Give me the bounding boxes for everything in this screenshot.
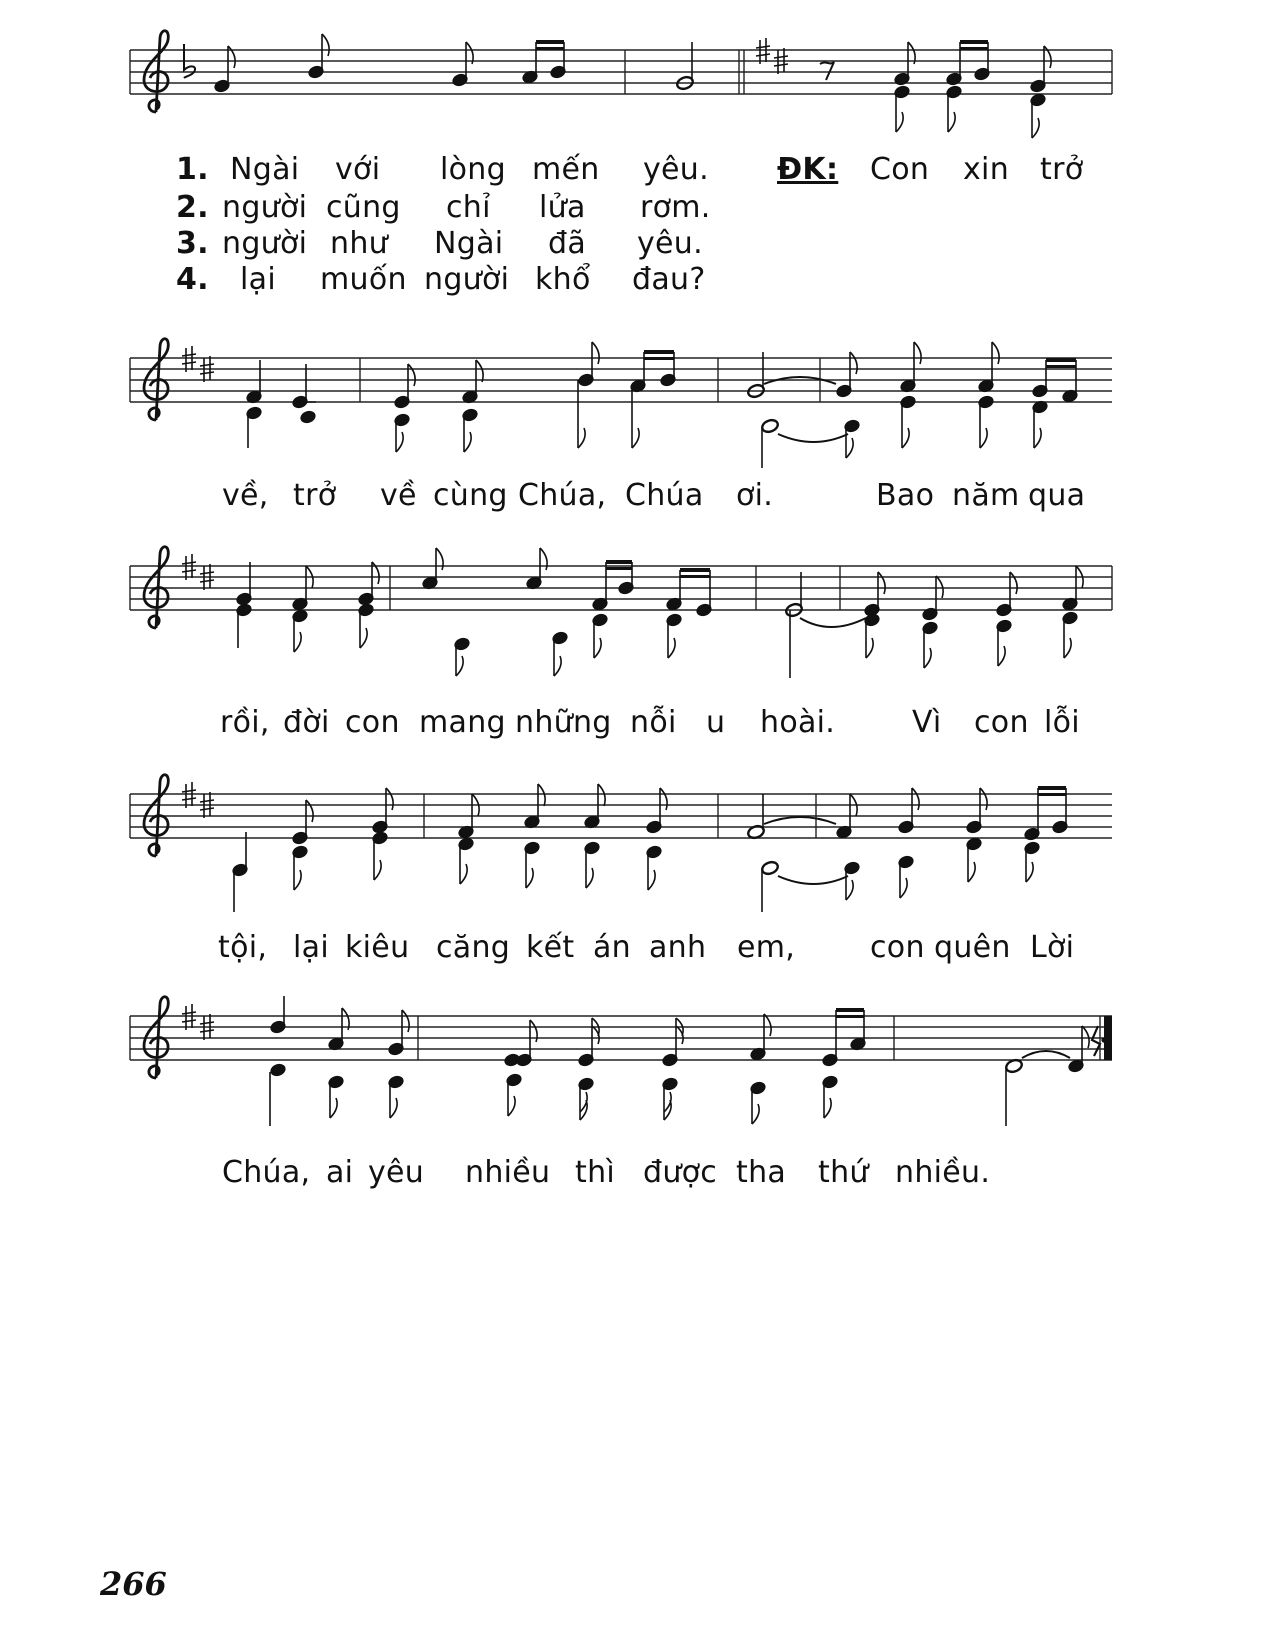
lyric-syllable: con	[870, 930, 925, 965]
lyric-syllable: quên	[934, 930, 1011, 965]
lyric-syllable: mang	[419, 705, 506, 740]
lyric-syllable: Con	[870, 152, 930, 187]
lyric-syllable: thứ	[818, 1155, 869, 1190]
lyric-syllable: với	[335, 152, 381, 187]
lyric-syllable: con	[974, 705, 1029, 740]
lyric-syllable: Ngài	[230, 152, 300, 187]
refrain-line-4	[0, 1155, 1275, 1195]
verse-number: 2.	[176, 190, 209, 225]
verse-number: 3.	[176, 226, 209, 261]
lyric-syllable: đời	[283, 705, 330, 740]
lyric-syllable: muốn	[320, 262, 407, 297]
lyric-syllable: kết	[526, 930, 575, 965]
lyric-syllable: được	[643, 1155, 718, 1190]
lyric-syllable: lại	[293, 930, 329, 965]
lyric-syllable: thì	[575, 1155, 616, 1190]
lyric-syllable: yêu.	[637, 226, 703, 261]
staff-system-1	[130, 20, 1160, 160]
lyric-syllable: em,	[737, 930, 796, 965]
lyric-syllable: nhiều.	[895, 1155, 991, 1190]
lyric-syllable: tha	[736, 1155, 787, 1190]
refrain-line-3	[0, 930, 1275, 970]
lyric-syllable: về,	[222, 478, 269, 513]
verse-4-lyrics	[0, 262, 1275, 302]
lyric-syllable: đau?	[632, 262, 706, 297]
sharp-key-icon	[182, 554, 214, 590]
lyric-syllable: chỉ	[446, 190, 491, 225]
sharp-key-icon	[182, 346, 214, 382]
lyric-syllable: cũng	[326, 190, 401, 225]
lyric-syllable: trở	[1040, 152, 1084, 187]
lyric-syllable: trở	[293, 478, 337, 513]
lyric-syllable: khổ	[535, 262, 591, 297]
lyric-syllable: Chúa	[625, 478, 704, 513]
staff-system-5	[130, 996, 1160, 1136]
lyric-syllable: ai	[326, 1155, 354, 1190]
lyric-syllable: năm	[952, 478, 1020, 513]
lyric-syllable: hoài.	[760, 705, 836, 740]
lyric-syllable: về	[380, 478, 417, 513]
refrain-line-1	[0, 478, 1275, 518]
lyric-syllable: những	[515, 705, 612, 740]
sharp-key-icon	[182, 782, 214, 818]
lyric-syllable: rơm.	[640, 190, 711, 225]
lyric-syllable: căng	[436, 930, 511, 965]
lyric-syllable: Bao	[876, 478, 935, 513]
lyric-syllable: đã	[548, 226, 587, 261]
lyric-syllable: nỗi	[630, 705, 677, 740]
lyric-syllable: lòng	[440, 152, 506, 187]
verse-number: 4.	[176, 262, 209, 297]
lyric-syllable: Vì	[912, 705, 942, 740]
lyric-syllable: Chúa,	[222, 1155, 311, 1190]
lyric-syllable: yêu.	[643, 152, 709, 187]
lyric-syllable: lỗi	[1044, 705, 1080, 740]
lyric-syllable: lửa	[539, 190, 586, 225]
verse-number: 1.	[176, 152, 209, 187]
staff-system-2	[130, 318, 1160, 458]
page-number: 266	[100, 1565, 167, 1603]
verse-1-lyrics	[0, 152, 1275, 192]
lyric-syllable: cùng	[433, 478, 508, 513]
refrain-label: ĐK:	[777, 152, 839, 187]
refrain-line-2	[0, 705, 1275, 745]
lyric-syllable: án	[593, 930, 631, 965]
lyric-syllable: u	[706, 705, 726, 740]
lyric-syllable: lại	[240, 262, 276, 297]
lyric-syllable: người	[222, 190, 308, 225]
lyric-syllable: người	[222, 226, 308, 261]
lyric-syllable: như	[330, 226, 388, 261]
lyric-syllable: qua	[1028, 478, 1086, 513]
sharp-key-icon	[182, 1004, 214, 1040]
lyric-syllable: ơi.	[736, 478, 774, 513]
lyric-syllable: con	[345, 705, 400, 740]
staff-system-3	[130, 548, 1160, 688]
verse-3-lyrics	[0, 226, 1275, 266]
lyric-syllable: xin	[963, 152, 1010, 187]
lyric-syllable: kiêu	[345, 930, 410, 965]
lyric-syllable: anh	[649, 930, 707, 965]
staff-system-4	[130, 772, 1160, 912]
lyric-syllable: tội,	[218, 930, 268, 965]
verse-2-lyrics	[0, 190, 1275, 230]
lyric-syllable: Ngài	[434, 226, 504, 261]
lyric-syllable: yêu	[368, 1155, 425, 1190]
lyric-syllable: rồi,	[220, 705, 270, 740]
sharp-key-icon	[756, 38, 788, 74]
lyric-syllable: người	[424, 262, 510, 297]
lyric-syllable: Chúa,	[518, 478, 607, 513]
lyric-syllable: Lời	[1030, 930, 1075, 965]
lyric-syllable: nhiều	[465, 1155, 551, 1190]
lyric-syllable: mến	[532, 152, 600, 187]
